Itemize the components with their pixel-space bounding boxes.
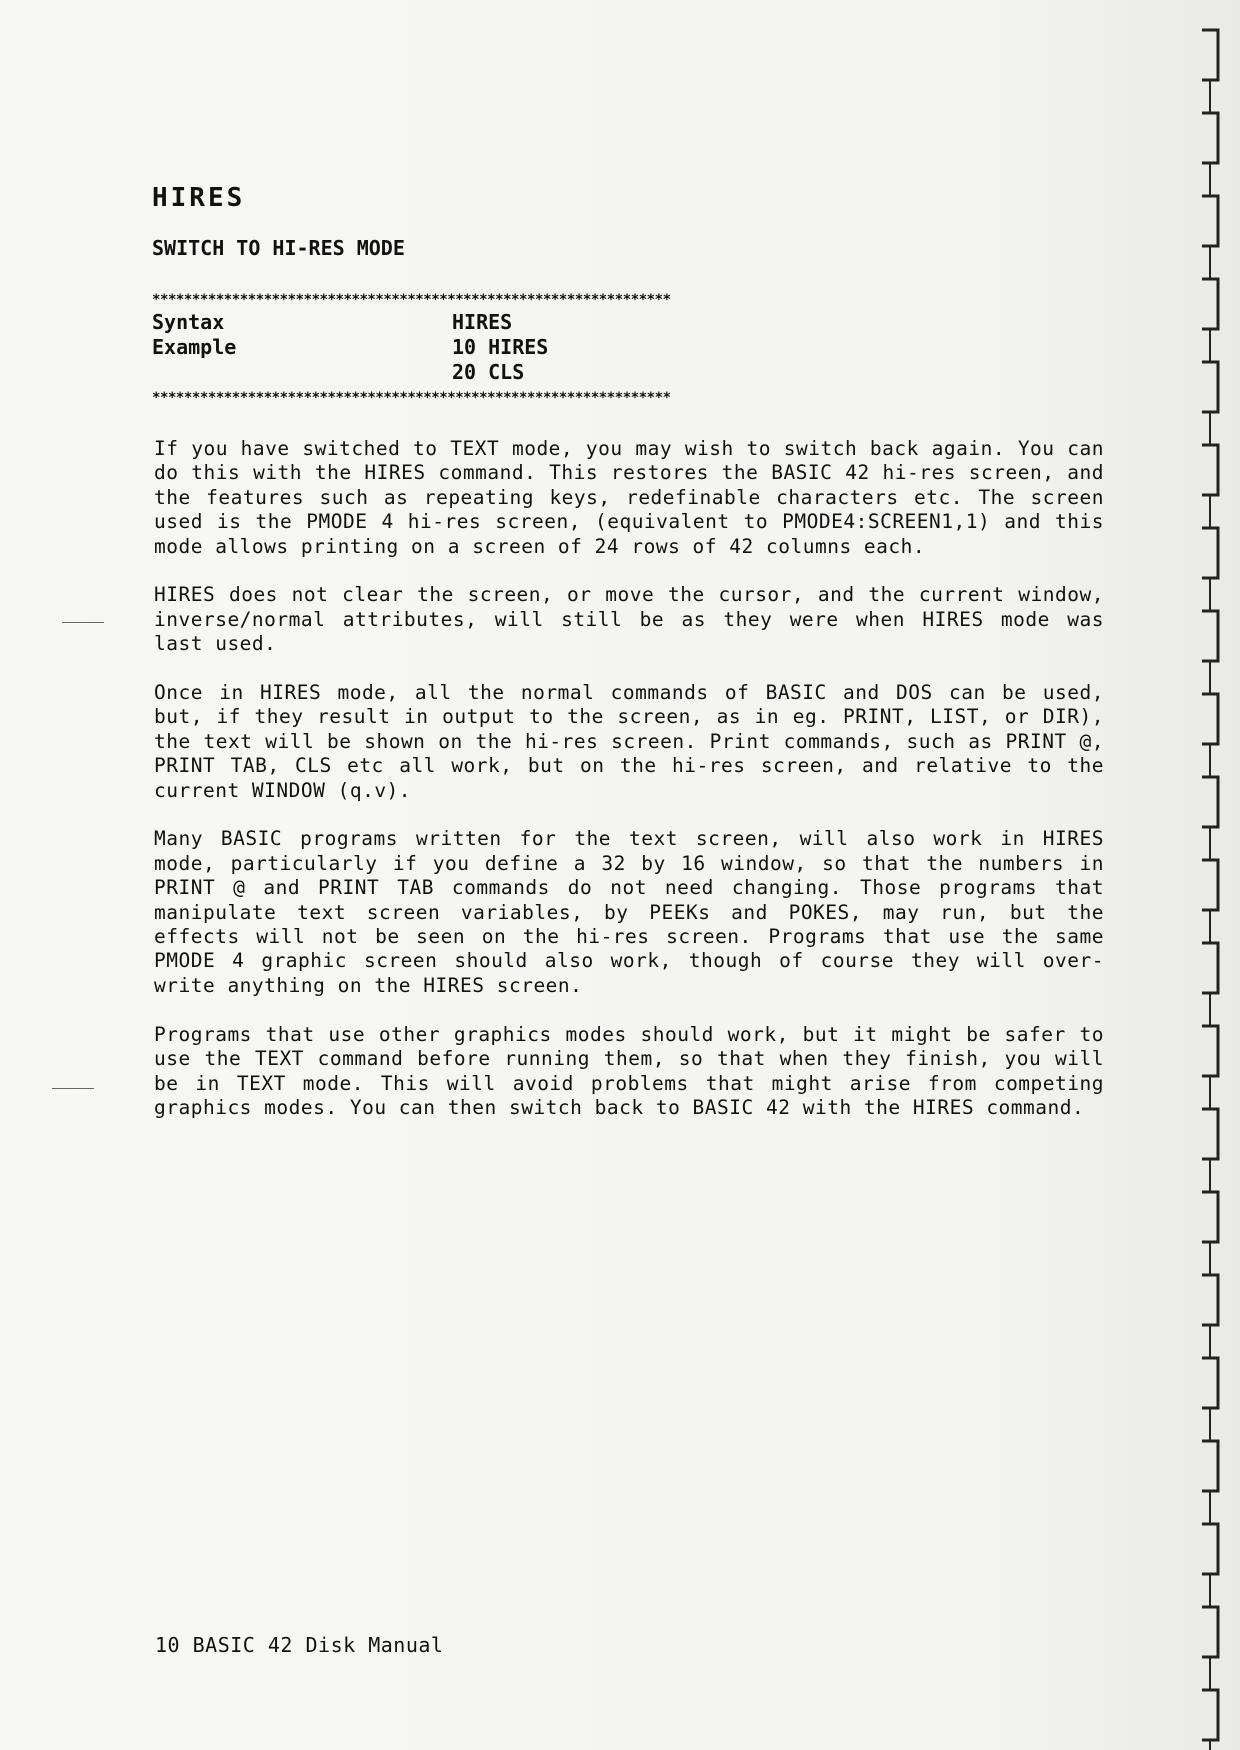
page-title: HIRES [152, 183, 246, 213]
binding-ring [1202, 1275, 1218, 1325]
binding-ring [1202, 113, 1218, 163]
paragraph: If you have switched to TEXT mode, you may wish to switch back again. You can do this with the HIRES command. This restores the BASIC 42 hi-res screen, and the features such as repeating keys, redefinable characters etc. The screen used is the PMODE 4 hi-res screen, (equivalent to PMODE4:SCREEN1,1) and this mode allows printing on a screen of 24 rows of 42 columns each. [154, 437, 1104, 558]
binding-ring [1202, 1441, 1218, 1491]
binding-ring [1202, 1524, 1218, 1574]
page-footer: 10 BASIC 42 Disk Manual [155, 1633, 444, 1657]
margin-mark [52, 1088, 94, 1089]
margin-mark [62, 622, 104, 623]
binding-ring [1202, 694, 1218, 744]
binding-ring [1202, 445, 1218, 495]
paragraph: HIRES does not clear the screen, or move the cursor, and the current window, inverse/normal attributes, will still be as they were when HIRES mode was last used. [154, 583, 1104, 656]
example-label: Example [152, 335, 237, 359]
binding-ring [1202, 860, 1218, 910]
page-subtitle: SWITCH TO HI-RES MODE [152, 236, 405, 260]
paragraph: Programs that use other graphics modes should work, but it might be safer to use the TEXT command before running them, so that when they finish, you will be in TEXT mode. This will avoid problems that might arise from competing graphics modes. You can then switch back to BASIC 42 with the HIRES command. [154, 1022, 1104, 1119]
separator-bottom: ***************************************************************** [152, 390, 671, 406]
paragraph: Once in HIRES mode, all the normal commands of BASIC and DOS can be used, but, if they result in output to the screen, as in eg. PRINT, LIST, or DIR), the text will be shown on the hi-res screen. Print commands, such as PRINT @, PRINT TAB, CLS etc all work, but on the hi-res screen, and relative to the current WINDOW (q.v). [154, 681, 1104, 802]
binding-ring [1202, 777, 1218, 827]
separator-top: ***************************************************************** [152, 292, 671, 308]
binding-ring [1202, 196, 1218, 246]
spiral-binding [1180, 0, 1240, 1750]
binding-ring [1202, 30, 1218, 80]
syntax-label: Syntax [152, 310, 225, 334]
paragraph: Many BASIC programs written for the text screen, will also work in HIRES mode, particularly if you define a 32 by 16 window, so that the numbers in PRINT @ and PRINT TAB commands do not need changing. Those programs that manipulate text screen variables, by PEEKs and POKES, may run, but the effects will not be seen on the hi-res screen. Programs that use the same PMODE 4 graphic screen should also work, though of course they will over-write anything on the HIRES screen. [154, 827, 1104, 997]
binding-ring [1202, 1109, 1218, 1159]
binding-ring [1202, 943, 1218, 993]
example-line-1: 10 HIRES [452, 335, 549, 359]
binding-ring [1202, 1192, 1218, 1242]
body-text [154, 437, 1104, 1145]
binding-ring [1202, 1607, 1218, 1657]
binding-ring [1202, 279, 1218, 329]
binding-ring [1202, 611, 1218, 661]
binding-ring [1202, 1690, 1218, 1740]
syntax-value: HIRES [452, 310, 513, 334]
binding-ring [1202, 528, 1218, 578]
binding-ring [1202, 1358, 1218, 1408]
binding-ring [1202, 362, 1218, 412]
example-line-2: 20 CLS [452, 360, 525, 384]
binding-ring [1202, 1026, 1218, 1076]
